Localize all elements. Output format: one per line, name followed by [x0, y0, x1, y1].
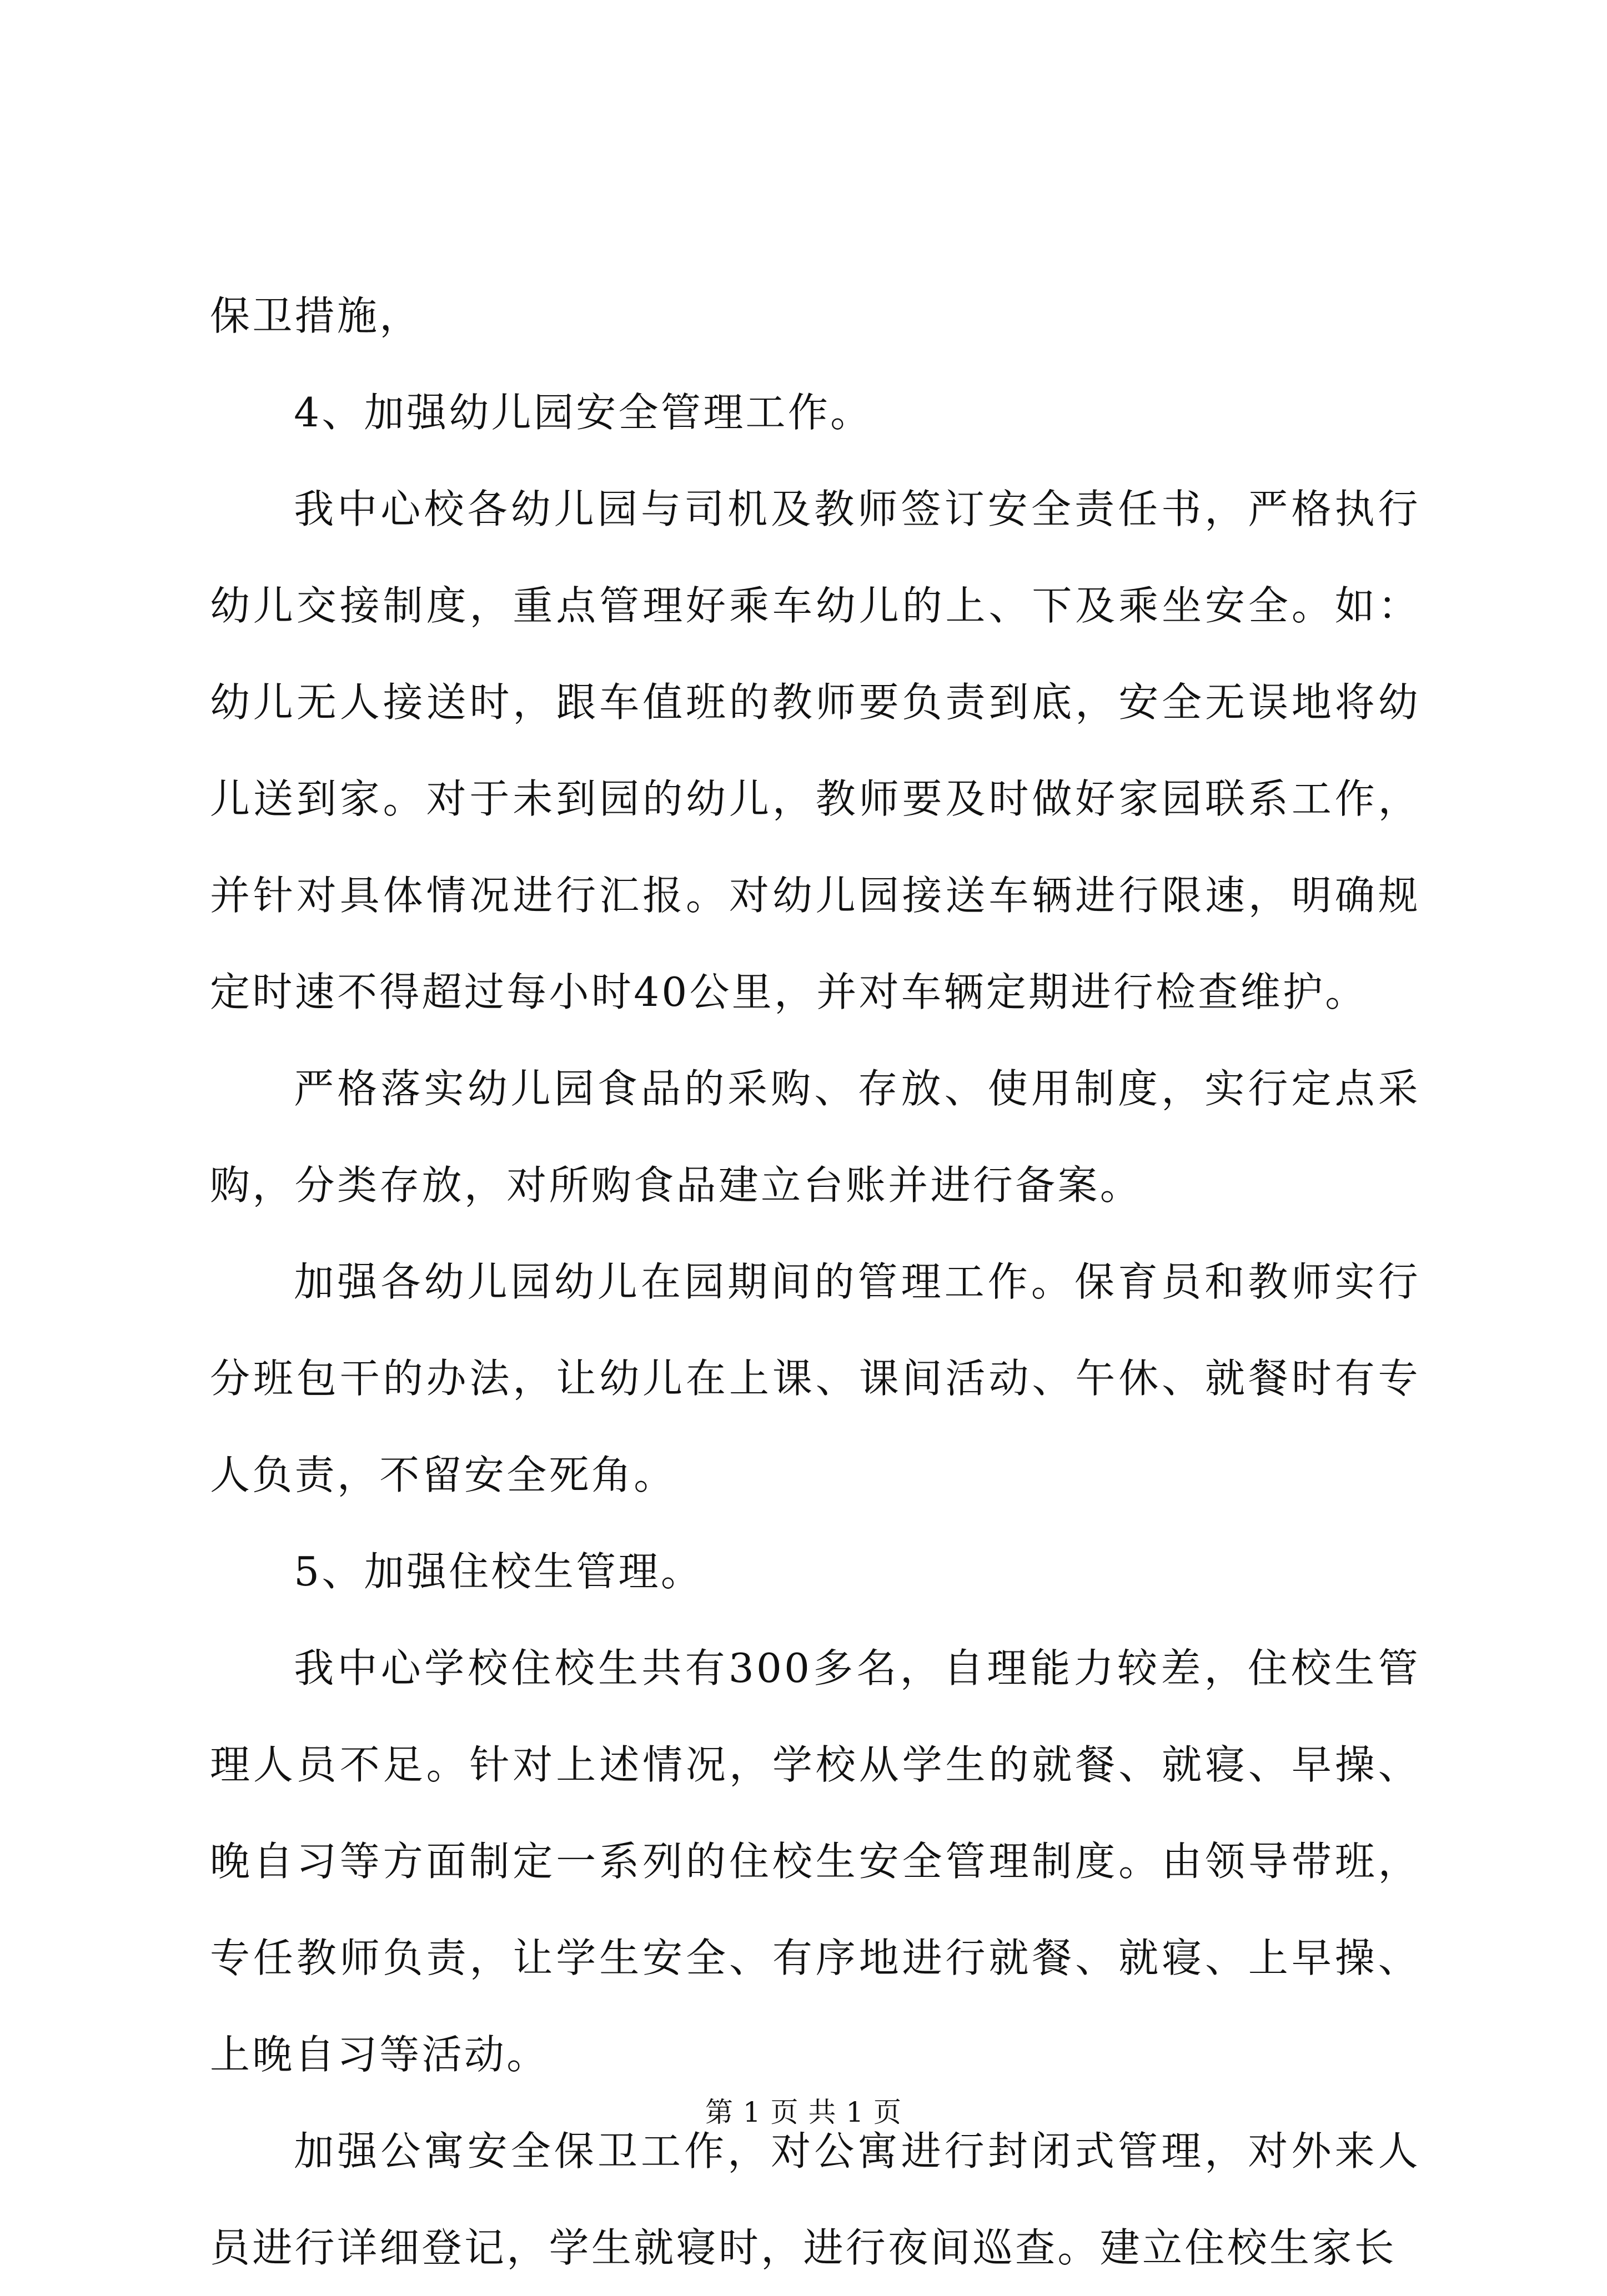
page-footer: 第 1 页 共 1 页 — [705, 2096, 902, 2128]
paragraph-food-procurement: 严格落实幼儿园食品的采购、存放、使用制度，实行定点采购，分类存放，对所购食品建立台账并进行备案。 — [210, 1065, 1420, 1209]
paragraph-boarding-students: 我中心学校住校生共有300多名，自理能力较差，住校生管理人员不足。针对上述情况，学校从学生的就餐、就寝、早操、晚自习等方面制定一系列的住校生安全管理制度。由领导带班，专任教师负责，让学生安全、有序地进行就餐、就寝、上早操、上晚自习等活动。 — [210, 1645, 1420, 2078]
paragraph-continuation: 保卫措施， — [210, 293, 422, 339]
document-body — [210, 268, 1420, 2296]
paragraph-in-park-management: 加强各幼儿园幼儿在园期间的管理工作。保育员和教师实行分班包干的办法，让幼儿在上课、课间活动、午休、就餐时有专人负责，不留安全死角。 — [210, 1258, 1420, 1498]
section-heading-5: 5、加强住校生管理。 — [294, 1548, 704, 1595]
paragraph-dormitory-security: 加强公寓安全保卫工作，对公寓进行封闭式管理，对外来人员进行详细登记，学生就寝时，进行夜间巡查。建立住校生家长 — [210, 2128, 1420, 2271]
section-heading-4: 4、加强幼儿园安全管理工作。 — [294, 389, 873, 436]
paragraph-kindergarten-safety: 我中心校各幼儿园与司机及教师签订安全责任书，严格执行幼儿交接制度，重点管理好乘车幼儿的上、下及乘坐安全。如：幼儿无人接送时，跟车值班的教师要负责到底，安全无误地将幼儿送到家。对于未到园的幼儿，教师要及时做好家园联系工作，并针对具体情况进行汇报。对幼儿园接送车辆进行限速，明确规定时速不得超过每小时40公里，并对车辆定期进行检查维护。 — [210, 486, 1420, 1015]
